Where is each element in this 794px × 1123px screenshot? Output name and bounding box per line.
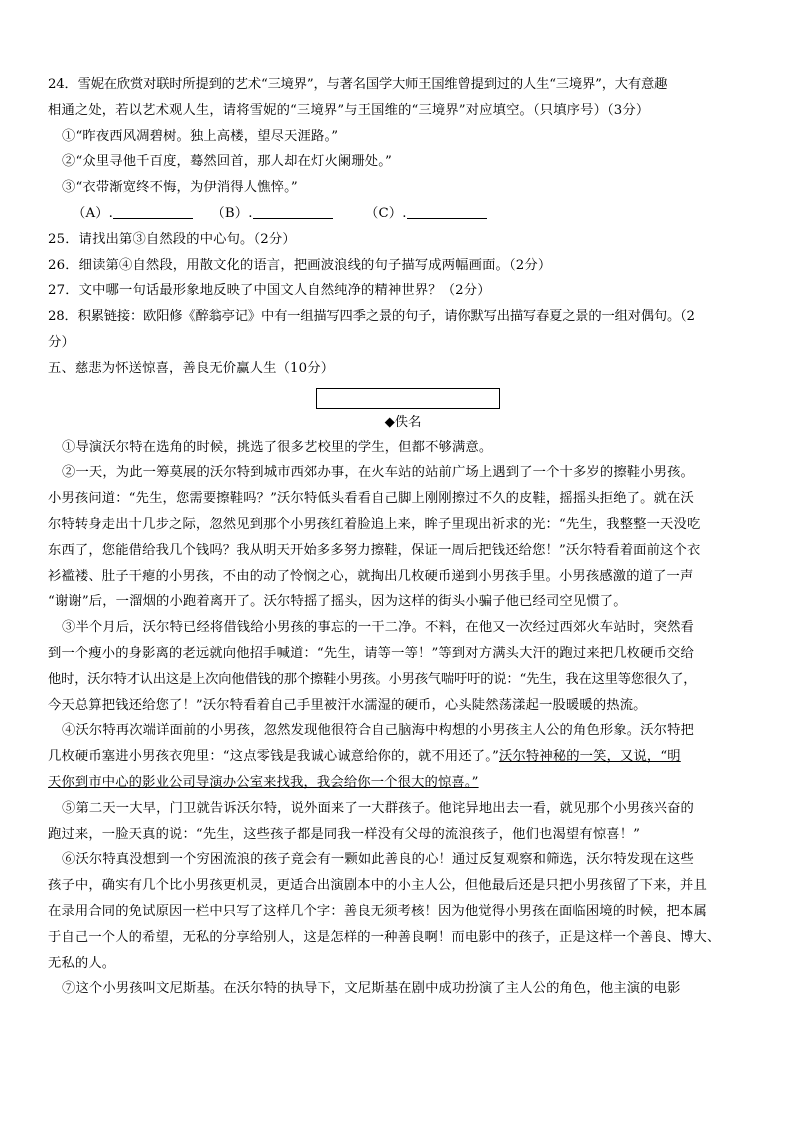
paragraph-3-line-4: 今天总算把钱还给您了！”沃尔特看着自己手里被汗水濡湿的硬币，心头陡然荡漾起一股暖暖的热流。 xyxy=(48,697,647,713)
paragraph-3-line-2: 到一个瘦小的身影离的老远就向他招手喊道：“先生，请等一等！”等到对方满头大汗的跑过来把几枚硬币交给 xyxy=(48,645,694,661)
q27: 27．文中哪一句话最形象地反映了中国文人自然纯净的精神世界？（2分） xyxy=(48,283,491,299)
paragraph-2-line-5: 衫褴褛、肚子干瘪的小男孩，不由的动了怜悯之心，就掏出几枚硬币递到小男孩手里。小男孩感激的道了一声 xyxy=(48,568,694,584)
paragraph-4-line-3 xyxy=(48,770,748,796)
paragraph-6-line-2: 孩子中，确实有几个比小男孩更机灵，更适合出演剧本中的小主人公，但他最后还是只把小男孩留了下来，并且 xyxy=(48,878,707,894)
q24-item-2: ②“众里寻他千百度，蓦然回首，那人却在灯火阑珊处。” xyxy=(62,154,392,170)
wavy-underlined-sentence-start: 沃尔特神秘的一笑，又说，“明 xyxy=(499,749,681,765)
paragraph-6-line-3: 在录用合同的免试原因一栏中只写了这样几个字：善良无须考核！因为他觉得小男孩在面临困境的时候，把本属 xyxy=(48,903,707,919)
paragraph-4-line-2-text: 几枚硬币塞进小男孩衣兜里：“这点零钱是我诚心诚意给你的，就不用还了。” xyxy=(48,749,499,765)
q28-line-1: 28．积累链接：欧阳修《醉翁亭记》中有一组描写四季之景的句子，请你默写出描写春夏之景的一组对偶句。（2 xyxy=(48,309,695,325)
paragraph-3-line-3: 他时，沃尔特才认出这是上次向他借钱的那个擦鞋小男孩。小男孩气喘吁吁的说：“先生，我在这里等您很久了， xyxy=(48,671,697,687)
paragraph-2-line-6: “谢谢”后，一溜烟的小跑着离开了。沃尔特摇了摇头，因为这样的街头小骗子他已经司空见惯了。 xyxy=(48,594,627,610)
choice-a-blank[interactable] xyxy=(113,202,193,219)
paragraph-5-line-1: ⑤第二天一大早，门卫就告诉沃尔特，说外面来了一大群孩子。他诧异地出去一看，就见那个小男孩兴奋的 xyxy=(62,800,695,816)
paragraph-2-line-4: 东西了，您能借给我几个钱吗？我从明天开始多多努力擦鞋，保证一周后把钱还给您！”沃尔特看着面前这个衣 xyxy=(48,542,701,558)
paragraph-3-line-1: ③半个月后，沃尔特已经将借钱给小男孩的事忘的一干二净。不料，在他又一次经过西郊火车站时，突然看 xyxy=(62,620,695,636)
section-5-heading: 五、慈悲为怀送惊喜，善良无价赢人生（10分） xyxy=(48,360,335,376)
paragraph-4-line-2 xyxy=(48,744,748,770)
paragraph-1: ①导演沃尔特在选角的时候，挑选了很多艺校里的学生，但都不够满意。 xyxy=(62,439,493,455)
q24-line-1: 24．雪妮在欣赏对联时所提到的艺术“三境界”，与著名国学大师王国维曾提到过的人生“三境界”，大有意趣 xyxy=(48,77,668,92)
choice-c-blank[interactable] xyxy=(407,202,487,219)
title-answer-box[interactable] xyxy=(316,388,500,409)
paragraph-6-line-4: 于自己一个人的希望，无私的分享给别人，这是怎样的一种善良啊！而电影中的孩子，正是这样一个善良、博大、 xyxy=(48,929,721,945)
paragraph-2-line-1: ②一天，为此一筹莫展的沃尔特到城市西郊办事，在火车站的站前广场上遇到了一个十多岁的擦鞋小男孩。 xyxy=(62,465,695,481)
q24-item-3: ③“衣带渐宽终不悔，为伊消得人憔悴。” xyxy=(62,180,298,196)
q24-answer-choices xyxy=(48,201,748,227)
paragraph-2-line-2: 小男孩问道：“先生，您需要擦鞋吗？”沃尔特低头看看自己脚上刚刚擦过不久的皮鞋，摇摇头拒绝了。就在沃 xyxy=(48,491,694,507)
paragraph-6-line-1: ⑥沃尔特真没想到一个穷困流浪的孩子竟会有一颗如此善良的心！通过反复观察和筛选，沃尔特发现在这些 xyxy=(62,852,695,868)
q26: 26．细读第④自然段，用散文化的语言，把画波浪线的句子描写成两幅画面。（2分） xyxy=(48,257,552,273)
wavy-underlined-sentence-end: 天你到市中心的影业公司导演办公室来找我，我会给你一个很大的惊喜。” xyxy=(48,774,479,790)
q24-line-2: 相通之处，若以艺术观人生，请将雪妮的“三境界”与王国维的“三境界”对应填空。（只填序号）（3分） xyxy=(48,102,650,118)
paragraph-6-line-5: 无私的人。 xyxy=(48,955,116,971)
paragraph-2-line-3: 尔特转身走出十几步之际，忽然见到那个小男孩红着脸追上来，眸子里现出祈求的光：“先生，我整整一天没吃 xyxy=(48,516,701,532)
paragraph-7-line-1: ⑦这个小男孩叫文尼斯基。在沃尔特的执导下，文尼斯基在剧中成功扮演了主人公的角色，他主演的电影 xyxy=(62,981,681,997)
q24-item-1: ①“昨夜西风凋碧树。独上高楼，望尽天涯路。” xyxy=(62,128,339,144)
q28-line-2: 分） xyxy=(48,334,75,350)
choice-c-label: （C）. xyxy=(365,205,407,221)
choice-a-label: （A）. xyxy=(72,205,114,221)
choice-b-blank[interactable] xyxy=(253,202,333,219)
paragraph-5-line-2: 跑过来，一脸天真的说：“先生，这些孩子都是同我一样没有父母的流浪孩子，他们也渴望有惊喜！” xyxy=(48,826,641,842)
paragraph-4-line-1: ④沃尔特再次端详面前的小男孩，忽然发现他很符合自己脑海中构想的小男孩主人公的角色形象。沃尔特把 xyxy=(62,723,695,739)
q25: 25．请找出第③自然段的中心句。（2分） xyxy=(48,231,296,247)
choice-b-label: （B）. xyxy=(211,205,253,221)
author-line: ◆佚名 xyxy=(384,414,422,430)
exam-page xyxy=(48,72,748,1002)
